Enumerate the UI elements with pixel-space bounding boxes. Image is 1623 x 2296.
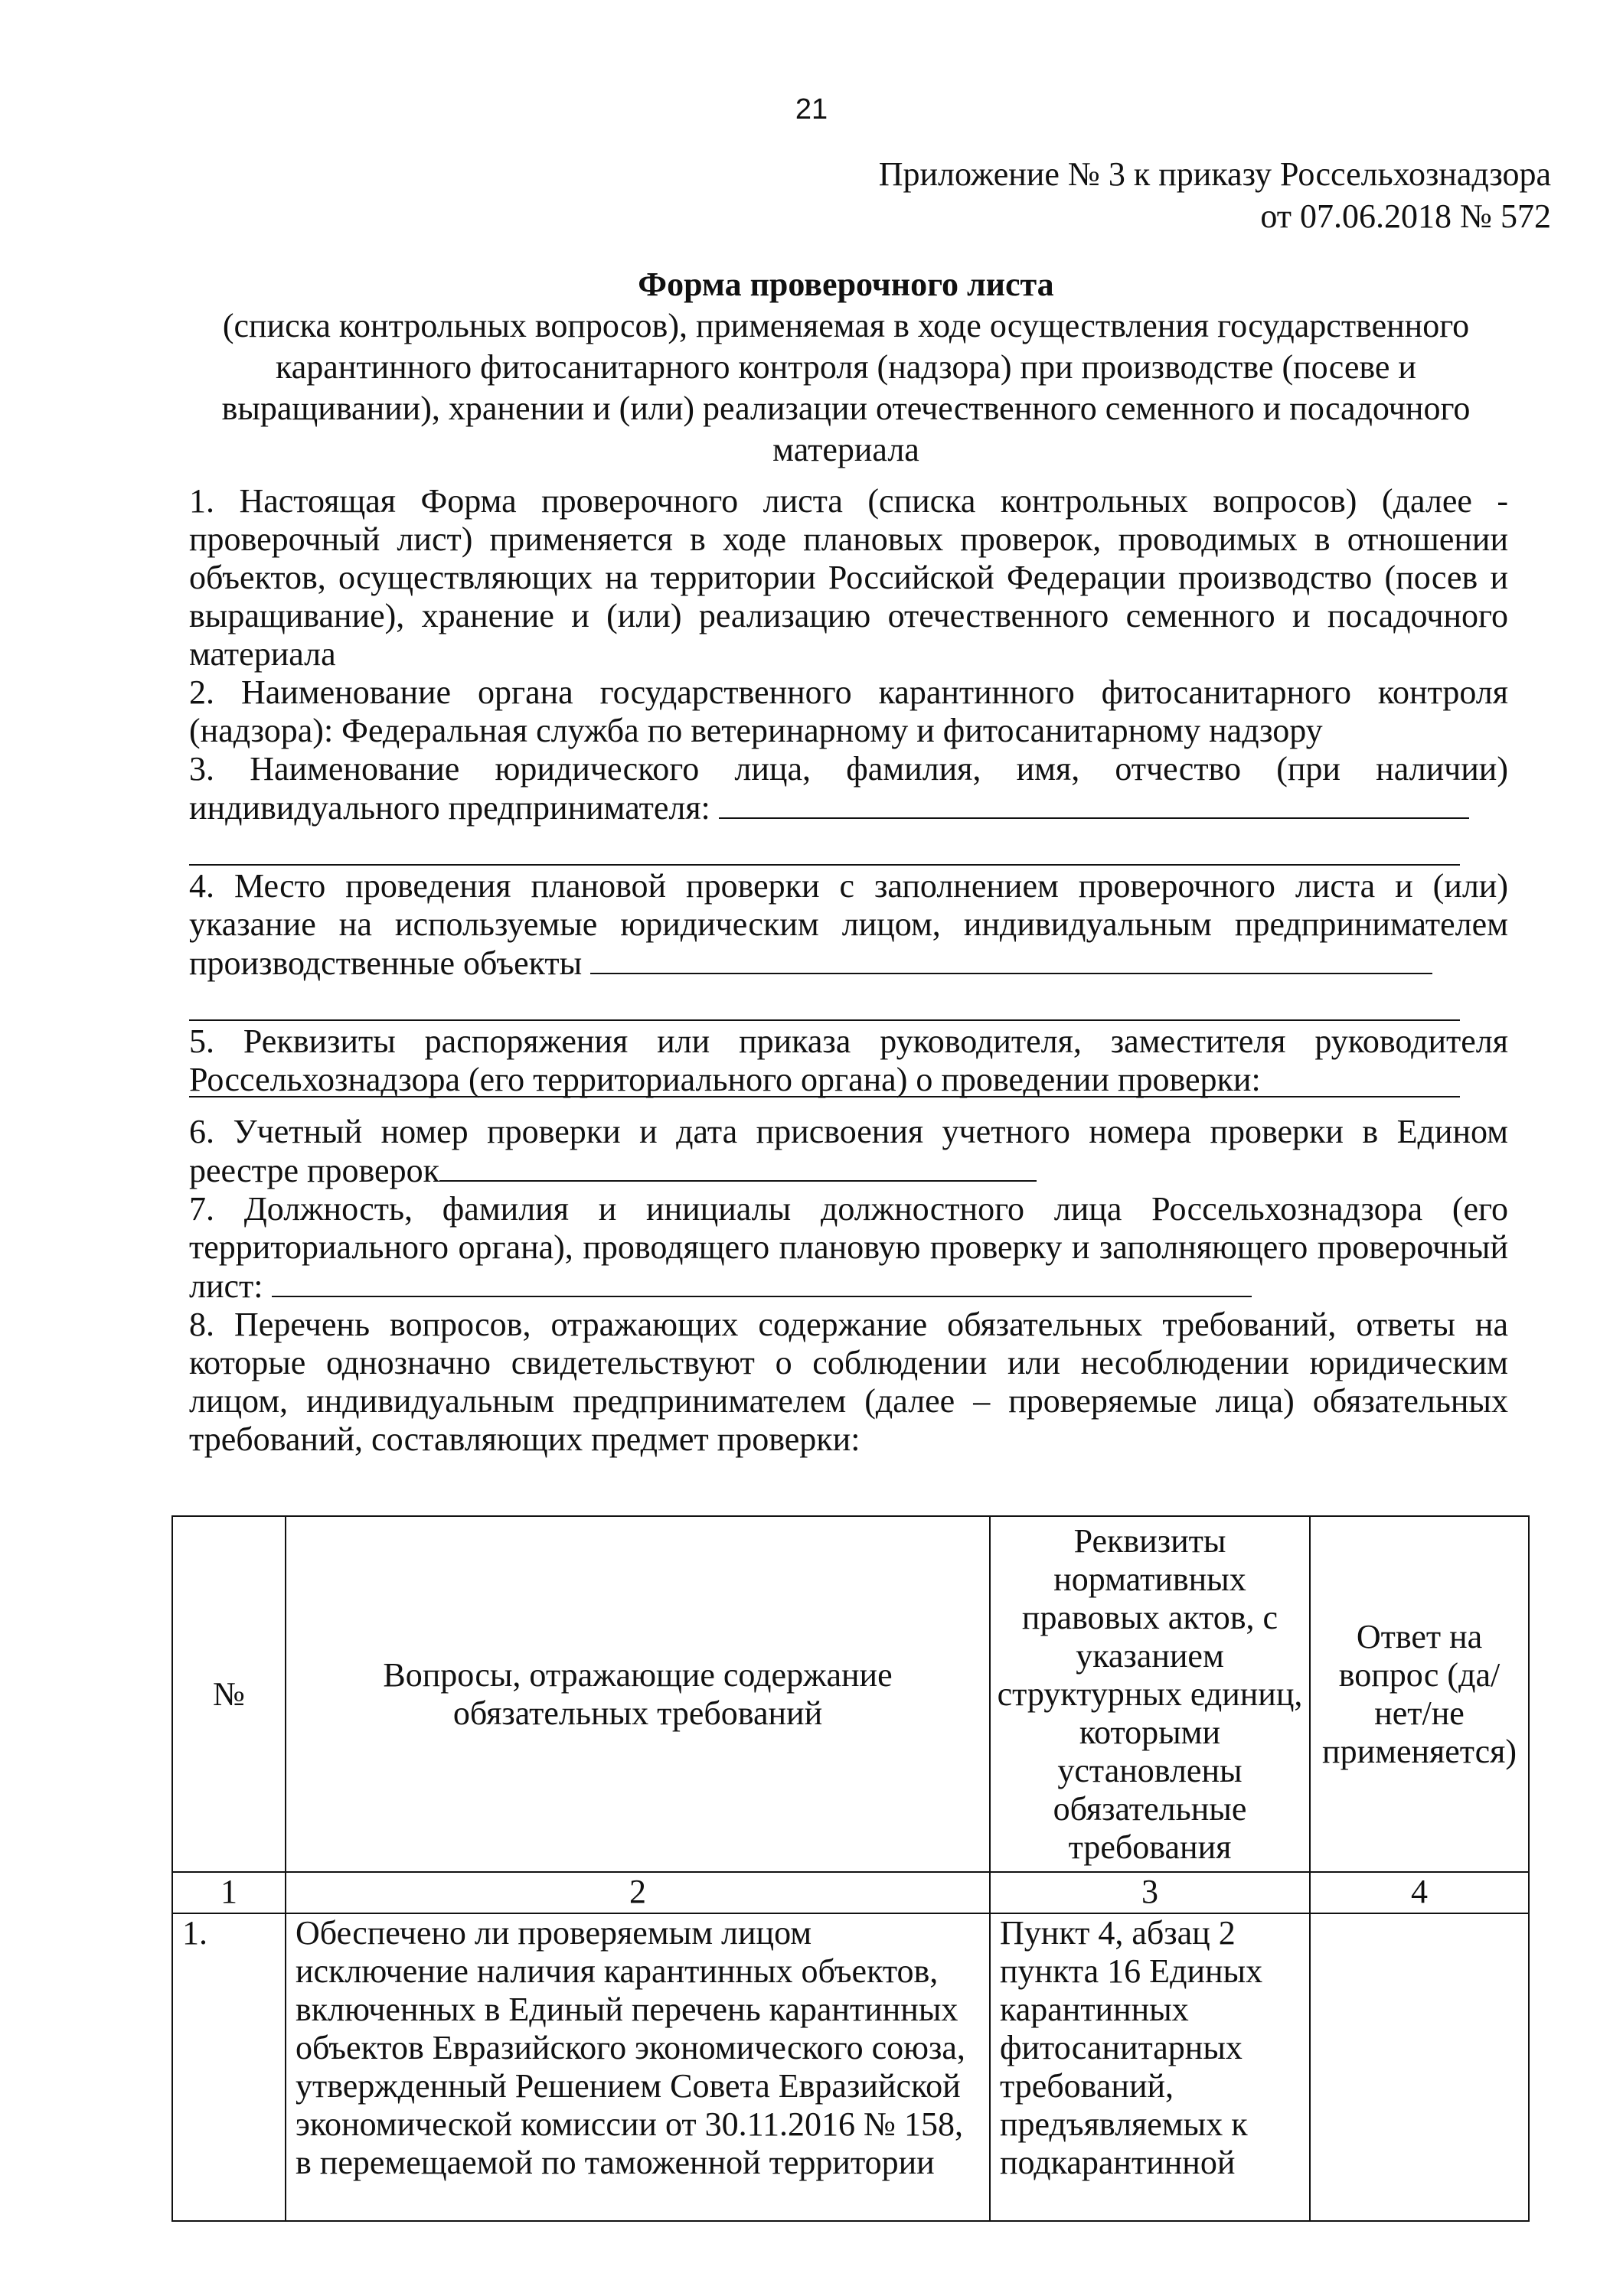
- item-2: 2. Наименование органа государственного карантинного фитосанитарного контроля (надзора): Федеральная служба по ветеринарному и фитосанитарному надзору: [189, 673, 1508, 749]
- item-3-text: 3. Наименование юридического лица, фамилия, имя, отчество (при наличии) индивидуального предпринимателя:: [189, 750, 1508, 827]
- item-4-text: 4. Место проведения плановой проверки с заполнением проверочного листа и (или) указание на используемые юридическим лицом, индивидуальным предпринимателем производственные объекты: [189, 867, 1508, 982]
- row-reference: [990, 1913, 1310, 2221]
- form-title: [184, 264, 1508, 471]
- table-header-row: [172, 1516, 1529, 1872]
- item-4-blank[interactable]: [590, 944, 1432, 974]
- item-4-blank-line[interactable]: [189, 983, 1460, 1021]
- column-number: 4: [1310, 1872, 1529, 1913]
- page-number: 21: [795, 93, 828, 126]
- item-6-text: 6. Учетный номер проверки и дата присвоения учетного номера проверки в Едином реестре проверок: [189, 1113, 1508, 1189]
- row-question-text: Обеспечено ли проверяемым лицом исключение наличия карантинных объектов, включенных в Единый перечень карантинных объектов Евразийского экономического союза, утвержденный Решением Совета Евразийской экономической комиссии от 30.11.2016 № 158, в перемещаемой по таможенной территории: [296, 1914, 965, 2181]
- item-5: 5. Реквизиты распоряжения или приказа руководителя, заместителя руководителя Россельхознадзора (его территориального органа) о проведении проверки:: [189, 1022, 1508, 1098]
- appendix-line-1: Приложение № 3 к приказу Россельхознадзора: [878, 155, 1551, 193]
- row-question: [286, 1913, 990, 2221]
- header-reference: Реквизиты нормативных правовых актов, с указанием структурных единиц, которыми установлены обязательные требования: [990, 1516, 1310, 1872]
- checklist-table: [171, 1515, 1530, 2222]
- form-heading: Форма проверочного листа: [638, 266, 1054, 303]
- column-number: 3: [990, 1872, 1310, 1913]
- item-3-blank[interactable]: [719, 788, 1469, 819]
- table-column-numbers-row: [172, 1872, 1529, 1913]
- item-3-blank-line[interactable]: [189, 827, 1460, 866]
- item-7: [189, 1190, 1508, 1306]
- form-subtitle: (списка контрольных вопросов), применяемая в ходе осуществления государственного карантинного фитосанитарного контроля (надзора) при производстве (посеве и выращивании), хранении и (или) реализации отечественного семенного и посадочного материала: [221, 307, 1471, 468]
- item-7-blank[interactable]: [272, 1267, 1252, 1297]
- column-number: 2: [286, 1872, 990, 1913]
- header-answer: Ответ на вопрос (да/нет/не применяется): [1310, 1516, 1529, 1872]
- item-6-blank[interactable]: [439, 1151, 1037, 1182]
- item-6: [189, 1113, 1508, 1190]
- table-row: [172, 1913, 1529, 2221]
- row-reference-text: Пункт 4, абзац 2 пункта 16 Единых карантинных фитосанитарных требований, предъявляемых к подкарантинной: [1000, 1914, 1263, 2181]
- appendix-reference: [879, 153, 1551, 237]
- appendix-line-2: от 07.06.2018 № 572: [1260, 197, 1551, 235]
- column-number: 1: [172, 1872, 286, 1913]
- header-number: №: [172, 1516, 286, 1872]
- item-1: 1. Настоящая Форма проверочного листа (списка контрольных вопросов) (далее - проверочный лист) применяется в ходе плановых проверок, проводимых в отношении объектов, осуществляющих на территории Российской Федерации производство (посев и выращивание), хранение и (или) реализацию отечественного семенного и посадочного материала: [189, 482, 1508, 673]
- item-8: 8. Перечень вопросов, отражающих содержание обязательных требований, ответы на которые однозначно свидетельствуют о соблюдении или несоблюдении юридическим лицом, индивидуальным предпринимателем (далее – проверяемые лица) обязательных требований, составляющих предмет проверки:: [189, 1306, 1508, 1458]
- item-3: [189, 750, 1508, 827]
- item-7-text: 7. Должность, фамилия и инициалы должностного лица Россельхознадзора (его территориального органа), проводящего плановую проверку и заполняющего проверочный лист:: [189, 1190, 1508, 1305]
- header-question: Вопросы, отражающие содержание обязательных требований: [286, 1516, 990, 1872]
- item-4: [189, 867, 1508, 983]
- form-body: [189, 482, 1508, 1459]
- row-number: 1.: [172, 1913, 286, 2221]
- row-answer[interactable]: [1310, 1913, 1529, 2221]
